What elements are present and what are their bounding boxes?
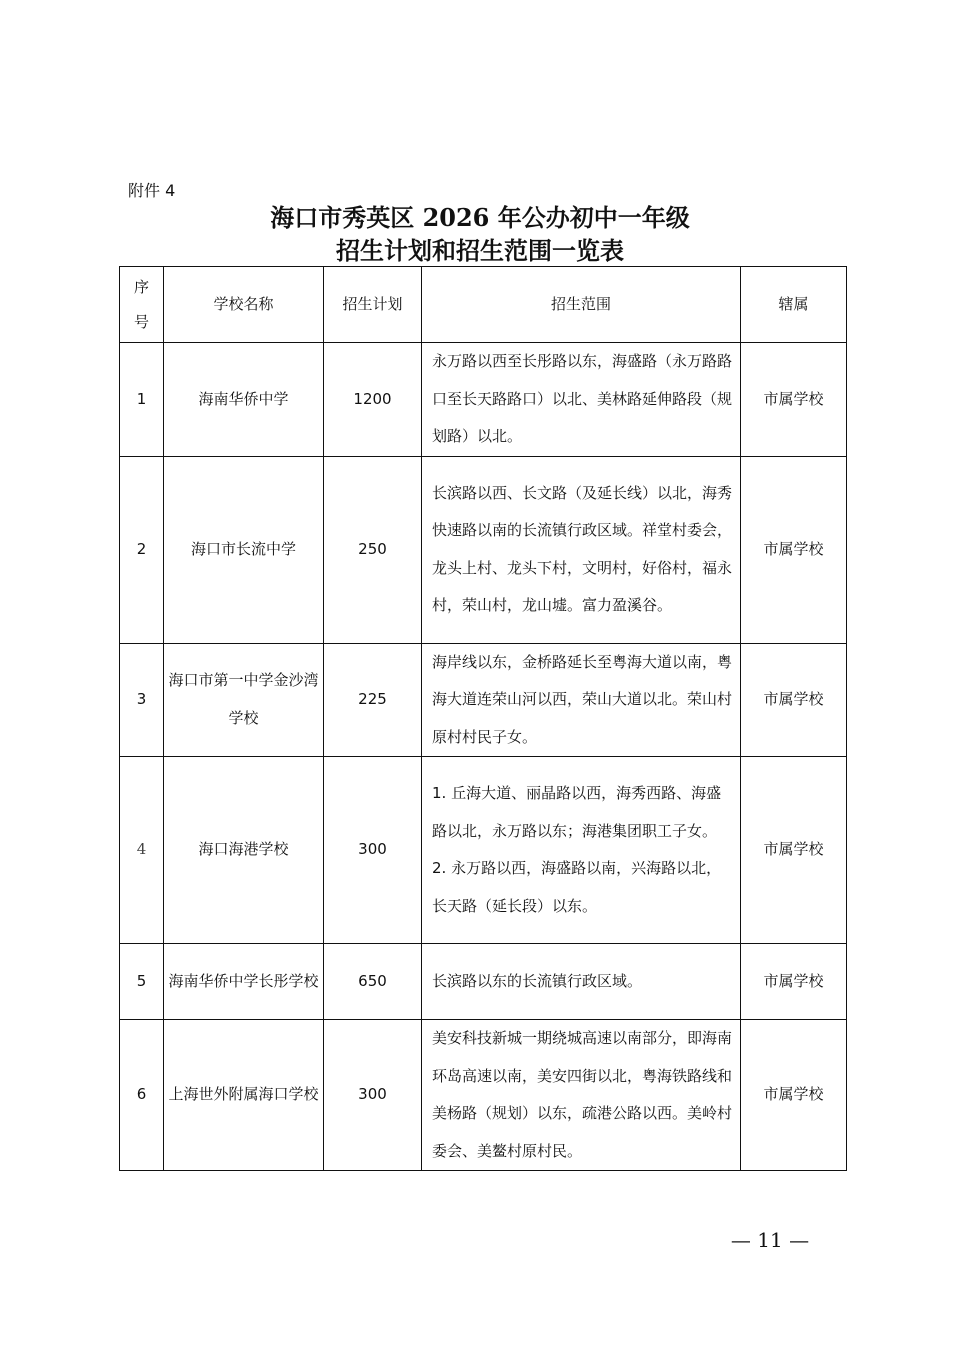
table-row: [120, 643, 847, 757]
cell-plan: 1200: [324, 343, 422, 457]
table-row: [120, 944, 847, 1020]
cell-no: 4: [120, 757, 164, 944]
cell-range: 长滨路以东的长流镇行政区域。: [422, 944, 741, 1020]
cell-plan: 300: [324, 757, 422, 944]
cell-range: 长滨路以西、长文路（及延长线）以北，海秀快速路以南的长流镇行政区域。祥堂村委会，龙头上村、龙头下村，文明村，好俗村，福永村，荣山村，龙山墟。富力盈溪谷。: [422, 456, 741, 643]
header-plan: 招生计划: [324, 267, 422, 343]
cell-affiliation: 市属学校: [741, 456, 847, 643]
cell-school: 海口市长流中学: [164, 456, 324, 643]
document-title-line1: 海口市秀英区 2026 年公办初中一年级: [270, 203, 690, 232]
cell-plan: 250: [324, 456, 422, 643]
header-no-line1: 序: [133, 277, 149, 296]
attachment-label: 附件 4: [128, 181, 176, 200]
cell-no: 6: [120, 1020, 164, 1171]
cell-affiliation: 市属学校: [741, 1020, 847, 1171]
cell-affiliation: 市属学校: [741, 643, 847, 757]
cell-school: 海口市第一中学金沙湾学校: [164, 643, 324, 757]
enrollment-table: [119, 266, 847, 1171]
cell-no: 2: [120, 456, 164, 643]
table-row: [120, 456, 847, 643]
page-number: — 11 —: [730, 1228, 810, 1252]
header-range: 招生范围: [422, 267, 741, 343]
header-affiliation: 辖属: [741, 267, 847, 343]
cell-plan: 225: [324, 643, 422, 757]
cell-school: 上海世外附属海口学校: [164, 1020, 324, 1171]
header-school: 学校名称: [164, 267, 324, 343]
cell-school: 海南华侨中学长彤学校: [164, 944, 324, 1020]
cell-range: 海岸线以东，金桥路延长至粤海大道以南，粤海大道连荣山河以西，荣山大道以北。荣山村原村村民子女。: [422, 643, 741, 757]
cell-range: [422, 757, 741, 944]
range-item-2: 2. 永万路以西，海盛路以南，兴海路以北，长天路（延长段）以东。: [432, 859, 722, 915]
cell-range: 永万路以西至长彤路以东，海盛路（永万路路口至长天路路口）以北、美林路延伸路段（规划路）以北。: [422, 343, 741, 457]
cell-affiliation: 市属学校: [741, 343, 847, 457]
table-row: [120, 1020, 847, 1171]
cell-no: 1: [120, 343, 164, 457]
table-row: [120, 343, 847, 457]
cell-no: 3: [120, 643, 164, 757]
table-header-row: [120, 267, 847, 343]
header-no-line2: 号: [133, 312, 149, 331]
cell-plan: 300: [324, 1020, 422, 1171]
cell-plan: 650: [324, 944, 422, 1020]
cell-school: 海口海港学校: [164, 757, 324, 944]
document-title-line2: 招生计划和招生范围一览表: [336, 236, 624, 265]
cell-affiliation: 市属学校: [741, 944, 847, 1020]
header-no: [120, 267, 164, 343]
cell-school: 海南华侨中学: [164, 343, 324, 457]
range-item-1: 1. 丘海大道、丽晶路以西，海秀西路、海盛路以北，永万路以东；海港集团职工子女。: [432, 784, 722, 840]
cell-affiliation: 市属学校: [741, 757, 847, 944]
cell-range: 美安科技新城一期绕城高速以南部分，即海南环岛高速以南，美安四街以北，粤海铁路线和美杨路（规划）以东，疏港公路以西。美岭村委会、美鳌村原村民。: [422, 1020, 741, 1171]
table-row: [120, 757, 847, 944]
cell-no: 5: [120, 944, 164, 1020]
